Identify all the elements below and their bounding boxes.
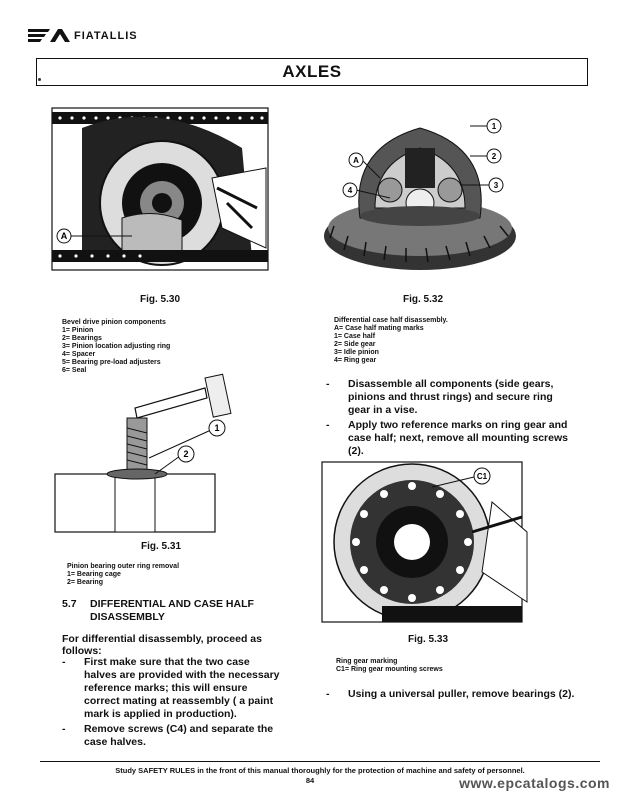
legend-line: 1= Bearing cage — [67, 571, 121, 578]
legend-line: 5= Bearing pre-load adjusters — [62, 359, 161, 366]
legend-line: 1= Pinion — [62, 327, 94, 334]
section-title-line-2: DISASSEMBLY — [90, 611, 165, 623]
fig-531-caption: Fig. 5.31 — [141, 541, 182, 552]
footer-divider — [40, 761, 600, 762]
figure-5-31-illustration — [55, 378, 220, 532]
fig-533-caption: Fig. 5.33 — [408, 634, 449, 645]
legend-line: Bevel drive pinion components — [62, 319, 166, 326]
left-instructions — [62, 656, 282, 751]
legend-line: 3= Idle pinion — [334, 349, 379, 356]
intro-paragraph: For differential disassembly, proceed as follows: — [62, 633, 262, 657]
legend-line: Pinion bearing outer ring removal — [67, 563, 180, 570]
fig-532-callout-3: 3 — [493, 181, 499, 190]
fig-530-callout-a: A — [60, 231, 68, 241]
legend-line: 4= Spacer — [62, 351, 96, 358]
legend-line: C1= Ring gear mounting screws — [336, 666, 443, 673]
fig-530-legend — [62, 319, 170, 375]
fig-531-legend — [67, 563, 179, 587]
section-number: 5.7 — [62, 598, 77, 610]
section-title-line-1: DIFFERENTIAL AND CASE HALF — [90, 598, 254, 610]
list-item: - First make sure that the two case halves are provided with the necessary reference marks; this will ensure correct mating at reassembly ( a paint mark is applied in production). — [62, 656, 280, 720]
legend-line: 2= Bearings — [62, 335, 102, 342]
fig-530-caption: Fig. 5.30 — [140, 294, 181, 305]
legend-line: A= Case half mating marks — [334, 325, 424, 332]
list-item: - Apply two reference marks on ring gear and case half; next, remove all mounting screws (2). — [326, 419, 568, 457]
list-item: - Remove screws (C4) and separate the case halves. — [62, 723, 274, 748]
watermark: www.epcatalogs.com — [459, 775, 610, 791]
legend-line: 4= Ring gear — [334, 357, 377, 364]
figure-5-32-illustration — [320, 108, 520, 276]
fig-532-callout-1: 1 — [491, 122, 497, 131]
figure-5-30-illustration — [52, 108, 268, 270]
brand-logo — [28, 26, 138, 46]
fig-532-caption: Fig. 5.32 — [403, 294, 444, 305]
fig-532-legend — [334, 317, 448, 365]
legend-line: Ring gear marking — [336, 658, 398, 665]
fig-532-callout-a: A — [353, 156, 359, 165]
fig-531-callout-2: 2 — [183, 449, 189, 459]
fig-531-callout-1: 1 — [214, 423, 220, 433]
right-instructions-1 — [326, 378, 576, 460]
fig-533-legend — [336, 658, 443, 674]
legend-line: 3= Pinion location adjusting ring — [62, 343, 171, 350]
legend-line: 2= Bearing — [67, 579, 103, 586]
section-header — [36, 58, 588, 86]
section-heading — [62, 598, 254, 624]
fig-533-callout-c1: C1 — [476, 472, 488, 481]
legend-line: Differential case half disassembly. — [334, 317, 448, 324]
fig-532-callout-2: 2 — [491, 152, 497, 161]
right-instructions-2 — [326, 688, 576, 703]
fiatallis-mark-icon — [28, 29, 70, 43]
safety-footer: Study SAFETY RULES in the front of this manual thoroughly for the protection of machine and safety of personnel. — [115, 766, 525, 775]
legend-line: 6= Seal — [62, 367, 87, 374]
figure-5-33-illustration — [322, 462, 532, 628]
page-title: AXLES — [282, 62, 342, 81]
legend-line: 1= Case half — [334, 333, 376, 340]
page-number: 84 — [305, 776, 315, 785]
brand-name: FIATALLIS — [74, 30, 138, 42]
legend-line: 2= Side gear — [334, 341, 376, 348]
fig-532-callout-4: 4 — [347, 186, 353, 195]
list-item: - Using a universal puller, remove bearings (2). — [326, 688, 575, 700]
list-item: - Disassemble all components (side gears, pinions and thrust rings) and secure ring gear in a vise. — [326, 378, 554, 416]
